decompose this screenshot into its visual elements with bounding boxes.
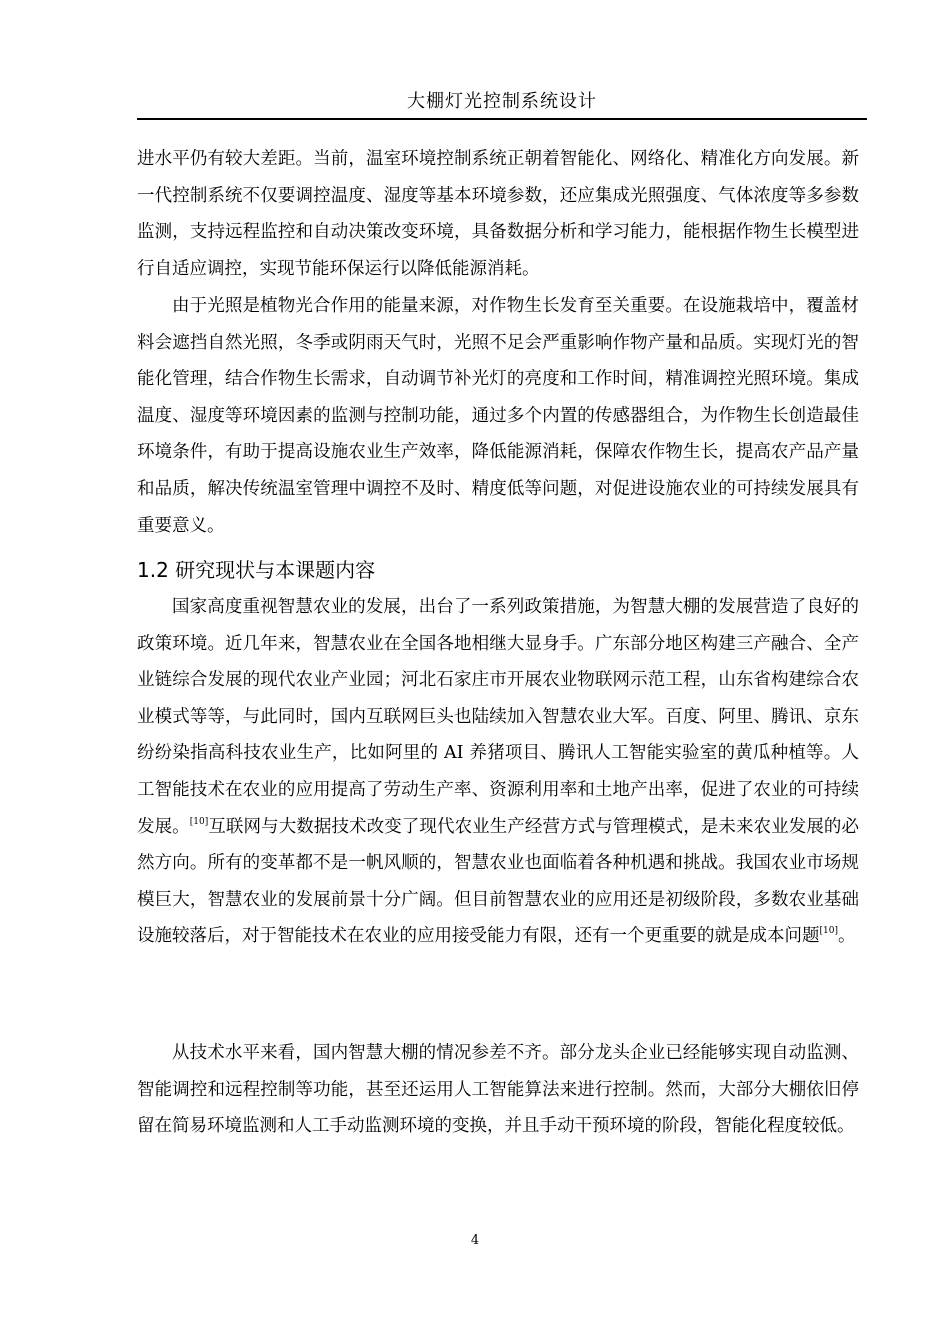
page-header-title: 大棚灯光控制系统设计 <box>407 91 597 112</box>
paragraph-3-end: 。 <box>837 926 856 947</box>
paragraph-3 <box>137 589 859 955</box>
paragraph-3-part-2: 互联网与大数据技术改变了现代农业生产经营方式与管理模式，是未来农业发展的必然方向。所有的变革都不是一帆风顺的，智慧农业也面临着各种机遇和挑战。我国农业市场规模巨大，智慧农业的发展前景十分广阔。但目前智慧农业的应用还是初级阶段，多数农业基础设施较落后，对于智能技术在农业的应用接受能力有限，还有一个更重要的就是成本问题 <box>137 816 859 947</box>
header-divider <box>137 118 867 120</box>
page-number: 4 <box>470 1233 480 1248</box>
section-heading: 1.2 研究现状与本课题内容 <box>137 558 376 582</box>
paragraph-1: 进水平仍有较大差距。当前，温室环境控制系统正朝着智能化、网络化、精准化方向发展。新一代控制系统不仅要调控温度、湿度等基本环境参数，还应集成光照强度、气体浓度等多参数监测，支持远程监控和自动决策改变环境，具备数据分析和学习能力，能根据作物生长模型进行自适应调控，实现节能环保运行以降低能源消耗。 <box>137 149 859 279</box>
paragraph-3-part-1: 国家高度重视智慧农业的发展，出台了一系列政策措施，为智慧大棚的发展营造了良好的政策环境。近几年来，智慧农业在全国各地相继大显身手。广东部分地区构建三产融合、全产业链综合发展的现代农业产业园；河北石家庄市开展农业物联网示范工程，山东省构建综合农业模式等等，与此同时，国内互联网巨头也陆续加入智慧农业大军。百度、阿里、腾讯、京东纷纷染指高科技农业生产，比如阿里的 AI 养猪项目、腾讯人工智能实验室的黄瓜种植等。人工智能技术在农业的应用提高了劳动生产率、资源利用率和土地产出率，促进了农业的可持续发展。 <box>137 597 859 837</box>
paragraph-2: 由于光照是植物光合作用的能量来源，对作物生长发育至关重要。在设施栽培中，覆盖材料会遮挡自然光照，冬季或阴雨天气时，光照不足会严重影响作物产量和品质。实现灯光的智能化管理，结合作物生长需求，自动调节补光灯的亮度和工作时间，精准调控光照环境。集成温度、湿度等环境因素的监测与控制功能，通过多个内置的传感器组合，为作物生长创造最佳环境条件，有助于提高设施农业生产效率，降低能源消耗，保障农作物生长，提高农产品产量和品质，解决传统温室管理中调控不及时、精度低等问题，对促进设施农业的可持续发展具有重要意义。 <box>137 296 859 536</box>
paragraph-4: 从技术水平来看，国内智慧大棚的情况参差不齐。部分龙头企业已经能够实现自动监测、智能调控和远程控制等功能，甚至还运用人工智能算法来进行控制。然而，大部分大棚依旧停留在简易环境监测和人工手动监测环境的变换，并且手动干预环境的阶段，智能化程度较低。 <box>137 1043 859 1137</box>
citation-ref-1: [10] <box>189 816 209 827</box>
citation-ref-2: [10] <box>819 926 838 937</box>
